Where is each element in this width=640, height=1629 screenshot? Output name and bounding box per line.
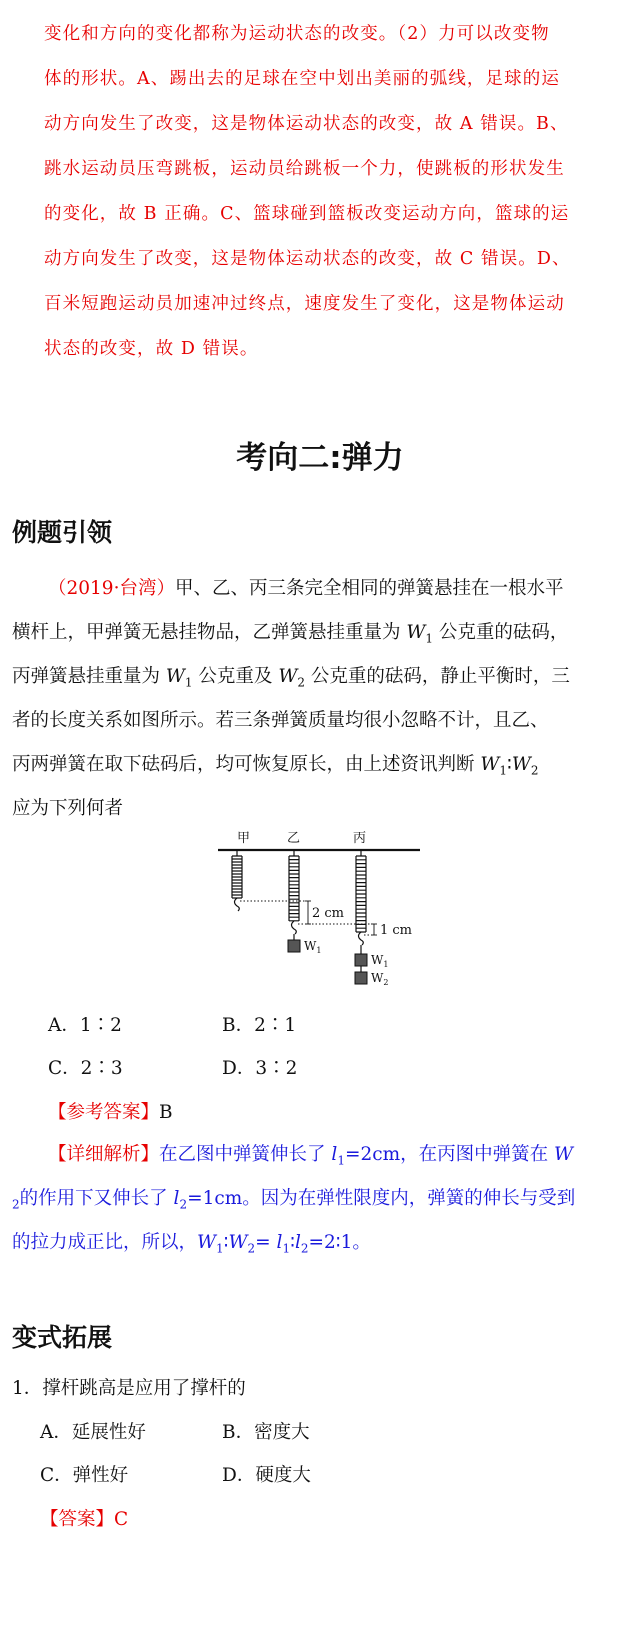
explanation-line: 跳水运动员压弯跳板，运动员给跳板一个力，使跳板的形状发生 bbox=[44, 159, 565, 179]
option-b[interactable]: B．2∶1 bbox=[222, 1015, 297, 1036]
variant-heading: 变式拓展 bbox=[12, 1323, 113, 1352]
label-w1-yi: $W_1$ bbox=[304, 939, 322, 955]
question-line: 丙弹簧悬挂重量为 $W_1$ 公克重及 $W_2$ 公克重的砝码，静止平衡时，三 bbox=[12, 666, 570, 690]
reference-answer: 【参考答案】B bbox=[48, 1102, 173, 1123]
dim-1cm-marker bbox=[371, 924, 377, 935]
variant-option-c[interactable]: C．弹性好 bbox=[40, 1465, 129, 1486]
label-yi: 乙 bbox=[287, 831, 301, 846]
analysis-line: $_2$的作用下又伸长了 $l_2=1cm$。因为在弹性限度内，弹簧的伸长与受到 bbox=[12, 1188, 576, 1212]
explanation-line: 状态的改变，故 D 错误。 bbox=[44, 339, 259, 359]
spring-figure bbox=[214, 828, 424, 998]
variant-option-b[interactable]: B．密度大 bbox=[222, 1422, 310, 1443]
section-title: 考向二:弹力 bbox=[236, 440, 404, 476]
detailed-analysis bbox=[12, 1133, 632, 1265]
dim-1cm-label: 1 cm bbox=[380, 923, 413, 938]
question-line: 丙两弹簧在取下砝码后，均可恢复原长，由上述资讯判断 $W_1∶W_2$ bbox=[12, 754, 539, 778]
spring-bing bbox=[356, 850, 366, 954]
weight-w2-bing bbox=[355, 972, 367, 984]
example-heading: 例题引领 bbox=[12, 518, 113, 547]
label-bing: 丙 bbox=[353, 831, 367, 846]
explanation-line: 体的形状。A、踢出去的足球在空中划出美丽的弧线，足球的运 bbox=[44, 69, 560, 89]
label-jia: 甲 bbox=[237, 831, 251, 846]
weight-w1-yi bbox=[288, 940, 300, 952]
explanation-line: 动方向发生了改变，这是物体运动状态的改变，故 A 错误。B、 bbox=[44, 114, 569, 134]
spring-yi bbox=[289, 850, 299, 940]
weight-w1-bing bbox=[355, 954, 367, 966]
variant-option-a[interactable]: A．延展性好 bbox=[40, 1422, 146, 1443]
variant-answer: 【答案】C bbox=[40, 1509, 129, 1530]
question-line: 横杆上，甲弹簧无悬挂物品，乙弹簧悬挂重量为 $W_1$ 公克重的砝码， bbox=[12, 622, 569, 646]
variant-question: 1．撑杆跳高是应用了撑杆的 bbox=[12, 1378, 246, 1399]
label-w1-bing: $W_1$ bbox=[371, 953, 389, 969]
option-c[interactable]: C．2∶3 bbox=[48, 1058, 123, 1079]
explanation-line: 动方向发生了改变，这是物体运动状态的改变，故 C 错误。D、 bbox=[44, 249, 571, 269]
dim-2cm-marker bbox=[305, 901, 311, 924]
spring-jia bbox=[232, 850, 242, 911]
question-line: （2019·台湾）甲、乙、丙三条完全相同的弹簧悬挂在一根水平 bbox=[48, 578, 564, 599]
label-w2-bing: $W_2$ bbox=[371, 971, 389, 987]
variant-option-d[interactable]: D．硬度大 bbox=[222, 1465, 311, 1486]
question-line: 者的长度关系如图所示。若三条弹簧质量均很小忽略不计，且乙、 bbox=[12, 710, 549, 731]
previous-explanation bbox=[44, 12, 616, 372]
explanation-line: 百米短跑运动员加速冲过终点，速度发生了变化，这是物体运动 bbox=[44, 294, 565, 314]
question-line: 应为下列何者 bbox=[12, 798, 124, 819]
option-a[interactable]: A．1∶2 bbox=[48, 1015, 122, 1036]
analysis-line: 【详细解析】在乙图中弹簧伸长了 $l_1=2cm$，在丙图中弹簧在 W bbox=[48, 1144, 574, 1168]
explanation-line: 变化和方向的变化都称为运动状态的改变。（2）力可以改变物 bbox=[44, 24, 550, 44]
analysis-line: 的拉力成正比，所以，$W_1∶W_2=$ $l_1∶l_2=2∶1$。 bbox=[12, 1232, 371, 1256]
explanation-line: 的变化，故 B 正确。C、篮球碰到篮板改变运动方向，篮球的运 bbox=[44, 204, 570, 224]
dim-2cm-label: 2 cm bbox=[312, 906, 345, 921]
question-source: （2019·台湾） bbox=[48, 578, 175, 599]
example-question bbox=[12, 567, 632, 831]
option-d[interactable]: D．3∶2 bbox=[222, 1058, 298, 1079]
